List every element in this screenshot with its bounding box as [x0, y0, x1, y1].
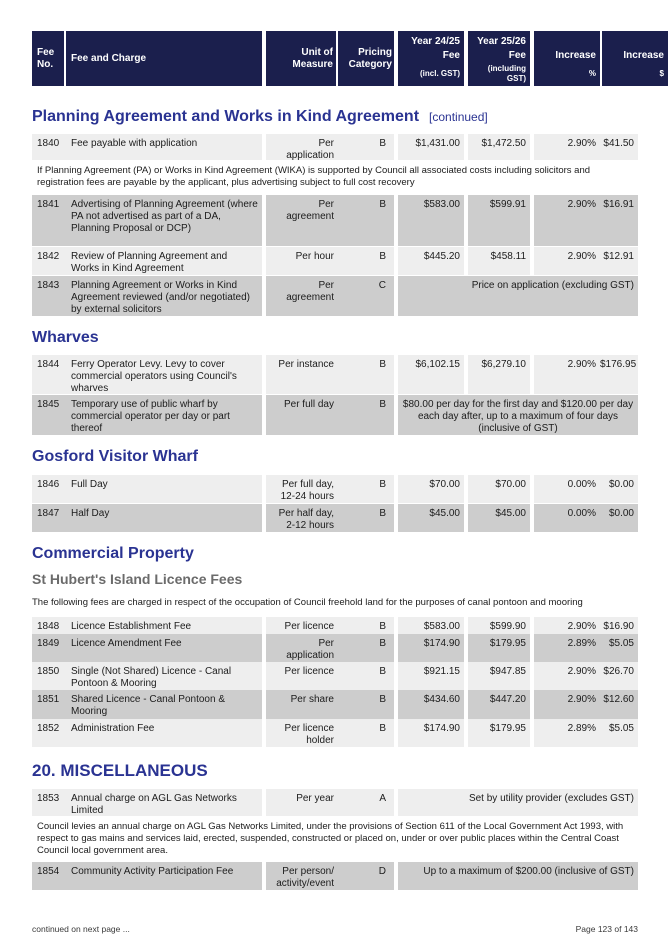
price-note: Set by utility provider (excludes GST) [398, 789, 638, 816]
table-row [32, 690, 638, 719]
table-header [32, 31, 664, 86]
increase-percent: 0.00% [534, 504, 600, 532]
note-agl: Council levies an annual charge on AGL Gas Networks Limited, under the provisions of Section 611 of the Local Government Act 1993, with respect to gas mains and services laid, erected, suspended, constructed or placed on, under or over public places within the Central Coast Council local government area. [37, 821, 624, 856]
table-row [32, 195, 638, 246]
fee-year1: $445.20 [398, 247, 464, 275]
header-increase-pct-label: Increase [555, 50, 596, 61]
fee-name: Licence Establishment Fee [66, 617, 262, 634]
header-dollar-sign: $ [659, 69, 664, 78]
fee-no: 1854 [32, 862, 66, 890]
fee-name: Single (Not Shared) Licence - Canal Pontoon & Mooring [66, 662, 262, 690]
header-category-label: Pricing Category [348, 47, 392, 70]
section-heading-wharves: Wharves [32, 329, 99, 346]
fee-name: Half Day [66, 504, 262, 532]
fee-no: 1851 [32, 690, 66, 719]
footer-continued: continued on next page ... [32, 924, 130, 934]
section-heading-miscellaneous: 20. MISCELLANEOUS [32, 761, 208, 780]
continued-label: [continued] [429, 110, 488, 124]
table-row [32, 617, 638, 634]
pricing-category: B [338, 634, 394, 662]
fee-name: Advertising of Planning Agreement (where PA not advertised as part of a DA, Planning Proposal or DCP) [66, 195, 262, 246]
fee-name: Planning Agreement or Works in Kind Agreement reviewed (and/or negotiated) by external solicitors [66, 276, 262, 316]
fee-name: Review of Planning Agreement and Works in Kind Agreement [66, 247, 262, 275]
subsection-heading-st-hubert: St Hubert's Island Licence Fees [32, 571, 243, 587]
fee-no: 1850 [32, 662, 66, 690]
fee-year2: $599.91 [468, 195, 530, 246]
unit-of-measure: Per application [266, 134, 338, 160]
fee-year1: $174.90 [398, 634, 464, 662]
pricing-category: A [338, 789, 394, 816]
fee-year1: $1,431.00 [398, 134, 464, 160]
unit-of-measure: Per hour [266, 247, 338, 275]
table-row [32, 276, 638, 316]
unit-of-measure: Per application [266, 634, 338, 662]
fee-name: Full Day [66, 475, 262, 503]
unit-of-measure: Per person/ activity/event [266, 862, 338, 890]
unit-of-measure: Per instance [266, 355, 338, 394]
unit-of-measure: Per licence holder [266, 719, 338, 747]
fee-year2: $45.00 [468, 504, 530, 532]
header-increase-dollar-label: Increase [623, 50, 664, 61]
pricing-category: B [338, 355, 394, 394]
fee-year2: $179.95 [468, 634, 530, 662]
pricing-category: B [338, 719, 394, 747]
increase-percent: 2.90% [534, 617, 600, 634]
fee-no: 1845 [32, 395, 66, 435]
increase-dollar: $26.70 [600, 662, 638, 690]
price-note: $80.00 per day for the first day and $120.00 per day each day after, up to a maximum of four days (inclusive of GST) [398, 395, 638, 435]
header-fee-and-charge-label: Fee and Charge [71, 53, 147, 64]
pricing-category: B [338, 134, 394, 160]
fee-no: 1840 [32, 134, 66, 160]
price-note: Up to a maximum of $200.00 (inclusive of GST) [398, 862, 638, 890]
increase-dollar: $0.00 [600, 504, 638, 532]
increase-dollar: $12.91 [600, 247, 638, 275]
header-fee-no [32, 31, 64, 86]
pricing-category: B [338, 475, 394, 503]
fee-year2: $1,472.50 [468, 134, 530, 160]
increase-percent: 2.89% [534, 719, 600, 747]
fee-no: 1847 [32, 504, 66, 532]
header-year1-fee: Fee [442, 50, 460, 61]
section-heading-commercial: Commercial Property [32, 545, 194, 562]
header-increase-pct [534, 31, 600, 86]
fee-name: Community Activity Participation Fee [66, 862, 262, 890]
increase-percent: 2.90% [534, 247, 600, 275]
header-year2 [468, 31, 530, 86]
pricing-category: B [338, 247, 394, 275]
unit-of-measure: Per licence [266, 662, 338, 690]
table-row [32, 862, 638, 890]
increase-dollar: $12.60 [600, 690, 638, 719]
header-year1-title: Year 24/25 [411, 36, 460, 47]
pricing-category: B [338, 617, 394, 634]
table-row [32, 475, 638, 503]
fee-no: 1843 [32, 276, 66, 316]
fee-no: 1853 [32, 789, 66, 816]
header-increase-dollar [602, 31, 668, 86]
header-unit-label: Unit of Measure [292, 47, 333, 70]
increase-percent: 2.90% [534, 355, 600, 394]
increase-percent: 2.90% [534, 134, 600, 160]
note-st-hubert: The following fees are charged in respect of the occupation of Council freehold land for the purposes of canal pontoon and mooring [32, 597, 583, 608]
fee-year1: $70.00 [398, 475, 464, 503]
price-note: Price on application (excluding GST) [398, 276, 638, 316]
table-row [32, 247, 638, 275]
pricing-category: B [338, 395, 394, 435]
fee-year1: $583.00 [398, 617, 464, 634]
fee-name: Administration Fee [66, 719, 262, 747]
pricing-category: B [338, 504, 394, 532]
fee-year1: $6,102.15 [398, 355, 464, 394]
unit-of-measure: Per year [266, 789, 338, 816]
fee-name: Temporary use of public wharf by commercial operator per day or part thereof [66, 395, 262, 435]
unit-of-measure: Per share [266, 690, 338, 719]
fee-no: 1841 [32, 195, 66, 246]
increase-percent: 0.00% [534, 475, 600, 503]
increase-dollar: $41.50 [600, 134, 638, 160]
increase-dollar: $16.90 [600, 617, 638, 634]
increase-dollar: $5.05 [600, 634, 638, 662]
note-planning: If Planning Agreement (PA) or Works in Kind Agreement (WIKA) is supported by Council all associated costs including solicitors and registration fees are payable by the applicant, plus advertising subject to full cost recovery [37, 165, 591, 188]
increase-percent: 2.89% [534, 634, 600, 662]
section-heading-planning [32, 108, 488, 126]
pricing-category: B [338, 195, 394, 246]
section-title: Planning Agreement and Works in Kind Agreement [32, 108, 420, 125]
fee-name: Ferry Operator Levy. Levy to cover commercial operators using Council's wharves [66, 355, 262, 394]
header-unit [266, 31, 336, 86]
fee-no: 1848 [32, 617, 66, 634]
increase-percent: 2.90% [534, 690, 600, 719]
unit-of-measure: Per licence [266, 617, 338, 634]
increase-percent: 2.90% [534, 662, 600, 690]
table-row [32, 634, 638, 662]
fee-year1: $434.60 [398, 690, 464, 719]
page-number: Page 123 of 143 [575, 924, 638, 934]
header-year1 [398, 31, 464, 86]
fee-no: 1846 [32, 475, 66, 503]
fee-year2: $179.95 [468, 719, 530, 747]
increase-percent: 2.90% [534, 195, 600, 246]
increase-dollar: $5.05 [600, 719, 638, 747]
header-year2-fee: Fee [508, 50, 526, 61]
section-heading-gosford: Gosford Visitor Wharf [32, 448, 198, 465]
unit-of-measure: Per agreement [266, 276, 338, 316]
fee-year1: $174.90 [398, 719, 464, 747]
header-fee-no-label: Fee No. [37, 47, 55, 70]
fee-no: 1849 [32, 634, 66, 662]
fee-year2: $6,279.10 [468, 355, 530, 394]
fee-name: Shared Licence - Canal Pontoon & Mooring [66, 690, 262, 719]
pricing-category: B [338, 690, 394, 719]
table-row [32, 134, 638, 160]
pricing-category: D [338, 862, 394, 890]
fee-name: Annual charge on AGL Gas Networks Limited [66, 789, 262, 816]
header-year2-sub: (including GST) [487, 64, 526, 83]
table-row [32, 719, 638, 747]
increase-dollar: $16.91 [600, 195, 638, 246]
table-row [32, 789, 638, 816]
unit-of-measure: Per agreement [266, 195, 338, 246]
fee-name: Licence Amendment Fee [66, 634, 262, 662]
header-year2-title: Year 25/26 [477, 36, 526, 47]
table-row [32, 395, 638, 435]
header-year1-sub: (incl. GST) [420, 69, 460, 78]
fee-year2: $447.20 [468, 690, 530, 719]
fee-year2: $70.00 [468, 475, 530, 503]
fee-name: Fee payable with application [66, 134, 262, 160]
table-row [32, 662, 638, 690]
header-pct-sign: % [588, 69, 596, 78]
fee-year1: $583.00 [398, 195, 464, 246]
unit-of-measure: Per full day, 12-24 hours [266, 475, 338, 503]
increase-dollar: $0.00 [600, 475, 638, 503]
fee-no: 1842 [32, 247, 66, 275]
header-category [338, 31, 394, 86]
pricing-category: B [338, 662, 394, 690]
pricing-category: C [338, 276, 394, 316]
unit-of-measure: Per half day, 2-12 hours [266, 504, 338, 532]
table-row [32, 355, 638, 394]
fee-year1: $921.15 [398, 662, 464, 690]
fee-year2: $947.85 [468, 662, 530, 690]
fee-year2: $599.90 [468, 617, 530, 634]
fee-no: 1852 [32, 719, 66, 747]
fee-year1: $45.00 [398, 504, 464, 532]
fee-year2: $458.11 [468, 247, 530, 275]
unit-of-measure: Per full day [266, 395, 338, 435]
table-row [32, 504, 638, 532]
increase-dollar: $176.95 [600, 355, 638, 394]
header-fee-and-charge [66, 31, 262, 86]
fee-no: 1844 [32, 355, 66, 394]
